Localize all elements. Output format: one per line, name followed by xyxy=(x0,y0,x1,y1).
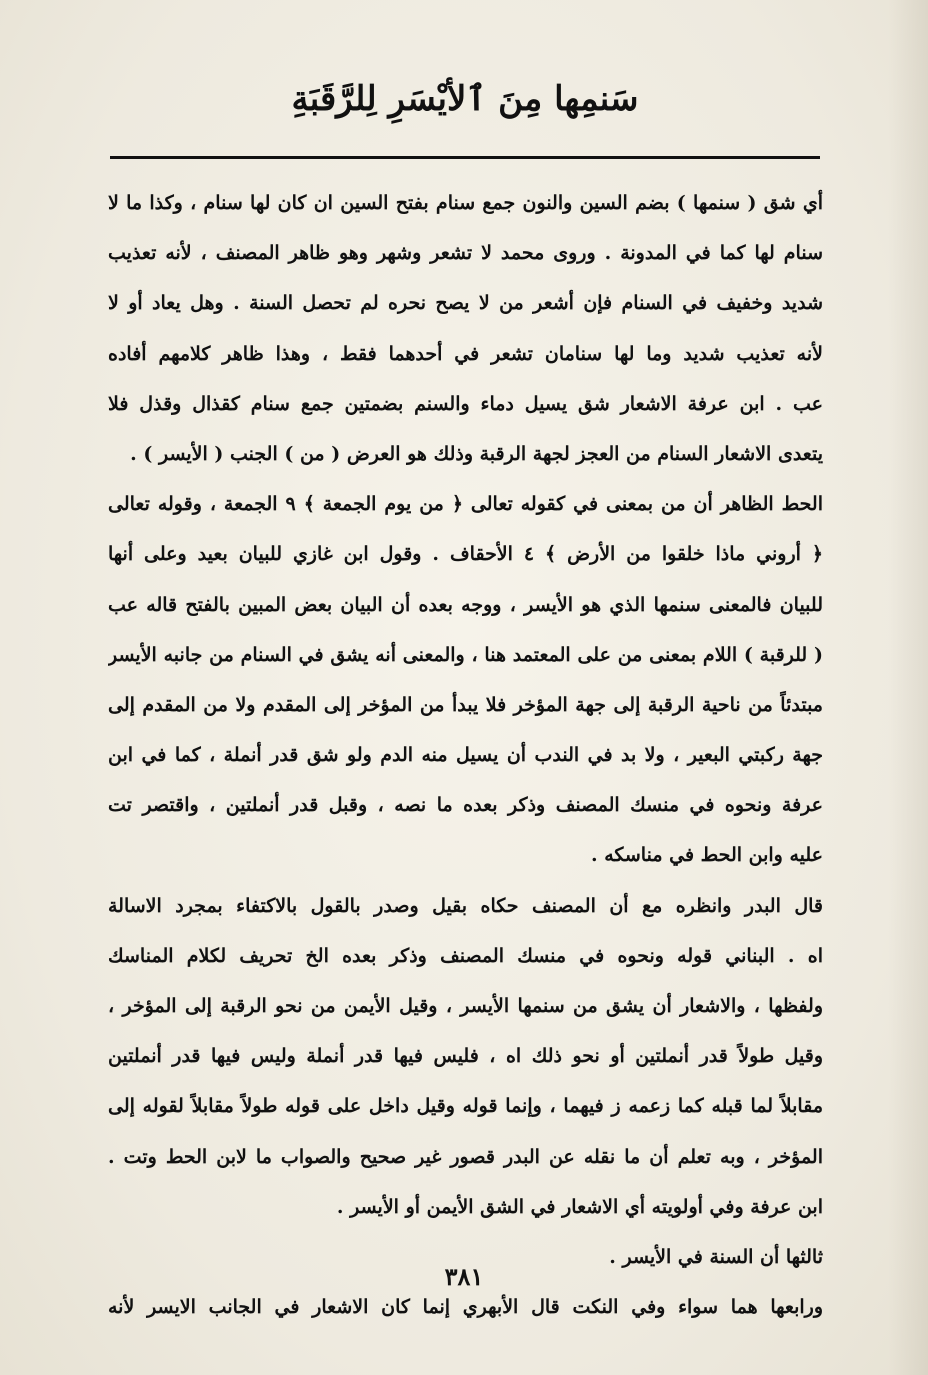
text-line: للبيان فالمعنى سنمها الذي هو الأيسر ، ووجه بعده أن البيان بعض المبين بالفتح قاله عب xyxy=(108,593,823,616)
text-line: ولفظها ، والاشعار أن يشق من سنمها الأيسر ، وقيل الأيمن من نحو الرقبة إلى المؤخر ، xyxy=(108,995,823,1017)
text-line: ( للرقبة ) اللام بمعنى من على المعتمد هنا ، والمعنى أنه يشق في السنام من جانبه الأيسر xyxy=(108,643,823,666)
text-line: عليه وابن الحط في مناسكه . xyxy=(590,844,823,867)
text-line: عرفة ونحوه في منسك المصنف وذكر بعده ما نصه ، وقبل قدر أنملتين ، واقتصر تت xyxy=(108,794,823,817)
text-line: جهة ركبتي البعير ، ولا بد في الندب أن يسيل منه الدم ولو شق قدر أنملة ، كما في ابن xyxy=(108,744,823,767)
text-line: الحط الظاهر أن من بمعنى في كقوله تعالى ﴿ من يوم الجمعة ﴾ ٩ الجمعة ، وقوله تعالى xyxy=(108,493,823,516)
text-line: وقيل طولاً قدر أنملتين أو نحو ذلك اه ، فليس فيها قدر أنملة وليس فيها قدر أنملتين xyxy=(108,1045,823,1068)
page-number: ٣٨١ xyxy=(444,1262,484,1291)
text-line: قال البدر وانظره مع أن المصنف حكاه بقيل وصدر بالقول بالاكتفاء بمجرد الاسالة xyxy=(108,894,823,917)
text-line: سنام لها كما في المدونة . وروى محمد لا تشعر وشهر وهو ظاهر المصنف ، لأنه تعذيب xyxy=(108,242,823,265)
text-line: ثالثها أن السنة في الأيسر . xyxy=(609,1245,823,1268)
text-line: أي شق ( سنمها ) بضم السين والنون جمع سنام بفتح السين ان كان لها سنام ، وكذا ما لا xyxy=(108,192,823,214)
text-line: لأنه تعذيب شديد وما لها سنامان تشعر في أحدهما فقط ، وهذا ظاهر كلامهم أفاده xyxy=(108,342,823,365)
page-edge-shadow xyxy=(888,0,928,1375)
header-rule xyxy=(110,156,820,159)
text-line: ورابعها هما سواء وفي النكت قال الأبهري إنما كان الاشعار في الجانب الايسر لأنه xyxy=(108,1296,823,1319)
text-line: مقابلاً لما قبله كما زعمه ز فيهما ، وإنما قوله وقيل داخل على قوله طولاً مقابلاً لقوله إلى xyxy=(108,1095,823,1118)
running-header: سَنمِها مِنَ ٱلأيْسَرِ لِلرَّقَبَةِ xyxy=(291,79,639,119)
text-line: مبتدئاً من ناحية الرقبة إلى جهة المؤخر فلا يبدأ من المؤخر إلى المقدم ولا من المقدم إلى xyxy=(108,693,823,716)
text-line: شديد وخفيف في السنام فإن أشعر من لا يصح نحره لم تحصل السنة . وهل يعاد أو لا xyxy=(108,292,823,315)
body-text xyxy=(108,178,823,1332)
text-line: ﴿ أروني ماذا خلقوا من الأرض ﴾ ٤ الأحقاف . وقول ابن غازي للبيان بعيد وعلى أنها xyxy=(108,543,823,566)
text-line: يتعدى الاشعار السنام من العجز لجهة الرقبة وذلك هو العرض ( من ) الجنب ( الأيسر ) . xyxy=(130,442,823,465)
text-line: المؤخر ، وبه تعلم أن ما نقله عن البدر قصور غير صحيح والصواب ما لابن الحط وتت . xyxy=(108,1145,823,1168)
text-line: عب . ابن عرفة الاشعار شق يسيل دماء والسنم بضمتين جمع سنام كقذال وقذل فلا xyxy=(108,392,823,415)
text-line: اه . البناني قوله ونحوه في منسك المصنف وذكر بعده الخ تحريف لكلام المناسك xyxy=(108,944,823,967)
text-line: ابن عرفة وفي أولويته أي الاشعار في الشق الأيمن أو الأيسر . xyxy=(336,1195,823,1218)
